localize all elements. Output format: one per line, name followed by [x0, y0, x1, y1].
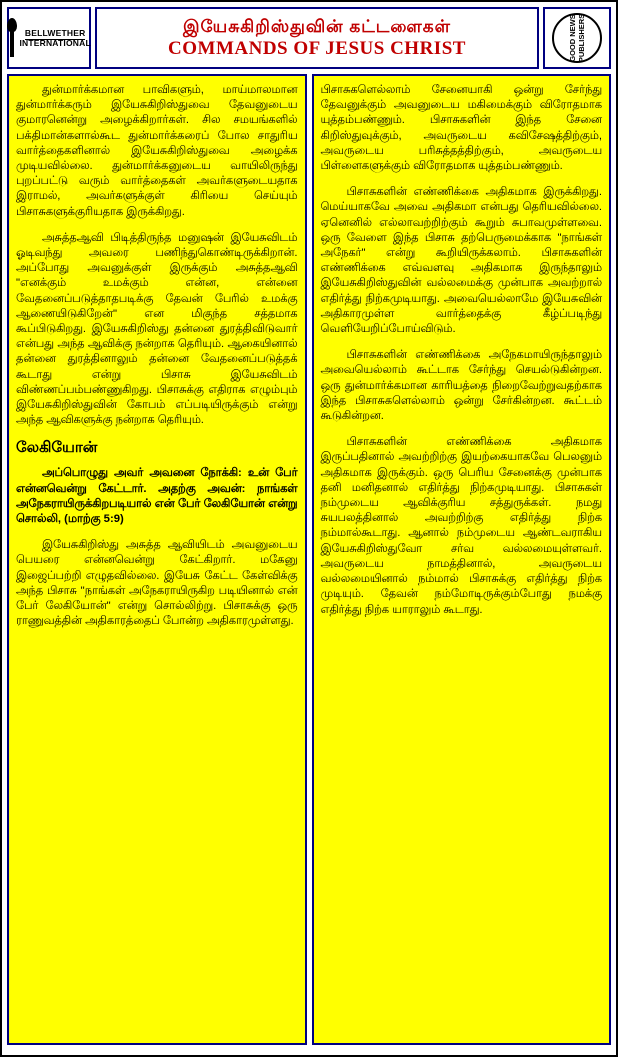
section-heading: லேகியோன் — [16, 439, 98, 457]
paragraph: அசுத்தஆவி பிடித்திருந்த மனுஷன் இயேசுவிடம் ஓடிவந்து அவரை பணிந்துகொண்டிருக்கிறான். அப்போது அவனுக்குள் இருக்கும் அசுத்தஆவி "எனக்கும் உமக்கும் என்ன, என்னை வேதனைப்படுத்தாதபடிக்கு தேவன் பேரில் உமக்கு ஆணையிடுகிறேன்" என மிகுந்த சத்தமாக கூப்பிடுகிறது. இயேசுகிறிஸ்து தன்னை துரத்திவிடுவார் என்பது அந்த ஆவிக்கு நன்றாக தெரியும். ஆகையினால் தன்னை துரத்தினாலும் தன்னை வேதனைப்படுத்தக் கூடாது என்று பிசாசு இயேசுவிடம் விண்ணப்பம்பண்ணுகிறது. பிசாசுக்கு எதிராக எழும்பும் இயேசுகிறிஸ்துவின் கோபம் எப்படியிருக்கும் என்று அந்த ஆவிகளுக்கு நன்றாக தெரியும். — [16, 231, 298, 427]
publisher-logo-line-2: PUBLISHERS — [577, 13, 586, 63]
publisher-logo — [543, 7, 611, 69]
paragraph: இயேசுகிறிஸ்து அசுத்த ஆவியிடம் அவனுடைய பெயரை என்னவென்று கேட்கிறார். மகேனு இஜைப்பற்றி எழுதவில்லை. இயேசு கேட்ட கேள்விக்கு அந்த பிசாசு "நாங்கள் அநேகராயிருகிற படியினால் என் பேர் லேகியோன்" என்று சொல்லிற்று. பிசாசுக்கு ஒரு ராணுவத்தின் அதிகாரத்தைப் போன்ற அதிகாரமுள்ளது. — [16, 539, 298, 628]
title-block — [95, 7, 539, 69]
content-columns — [7, 74, 611, 1045]
torch-icon — [4, 18, 13, 58]
paragraph: பிசாசுகளெல்லாம் சேனையாகி ஒன்று சேர்ந்து தேவனுக்கும் அவனுடைய மகிமைக்கும் விரோதமாக யுத்தம்பண்ணும். பிசாசுகளின் இந்த சேனை கிறிஸ்துவுக்கும், அவருடைய கவிசேஷத்திற்கும், அவருடைய பரிசுத்தத்திற்கும், அவருடைய பிள்ளைகளுக்கும் விரோதமாக யுத்தம்பண்ணும். — [320, 84, 602, 173]
scripture-quote: அப்பொழுது அவர் அவனை நோக்கி: உன் பேர் என்னவென்று கேட்டார். அதற்கு அவன்: நாங்கள் அநேகராயிருக்கிறபடியால் என் பேர் லேகியோன் என்று சொல்லி, (மாற்கு 5:9) — [16, 467, 298, 526]
paragraph: துன்மார்க்கமான பாவிகளும், மாய்மாலமான துன்மார்க்கரும் இயேசுகிறிஸ்துவை தேவனுடைய குமாரனென்று அழைக்கிறார்கள். சில சமயங்களில் பக்திமான்களால்கூட துன்மார்க்கரைப் போல சாதுரிய வார்த்தைகளினால் இயேசுகிறிஸ்துவை அழைக்க முடியவில்லை. துன்மார்க்கனுடைய வாயிலிருந்து புறப்பட்டு வரும் வார்த்தைகள் அவர்களுடையதாக இராமல், அவர்களுக்குள் கிரியை செய்யும் பிசாசுகளுக்குரியதாக இருக்கிறது. — [16, 84, 298, 218]
paragraph: பிசாசுகளின் எண்ணிக்கை அதிகமாக இருக்கிறது. மெய்யாகவே அவை அதிகமா என்பது தெரியவில்லை. ஏனெனில் எல்லாவற்றிற்கும் கூறும் சுபாவமுள்ளவை. ஒரு வேளை இந்த பிசாசு தற்பெருமைக்காக "நாங்கள் அநேகர்" என்று கூறியிருக்கலாம். பிசாசுகளின் எண்ணிக்கை எவ்வளவு அதிகமாக இருந்தாலும் இயேசுகிறிஸ்துவின் வல்லமைக்கு முன்பாக அவற்றால் எதிர்த்து நிற்கமுடியாது. அவையெல்லாமே இயேசுவின் அதிகாரமுள்ள வார்த்தைக்கு கீழ்ப்படிந்து வெளியேறிப்போய்விடும். — [320, 186, 602, 336]
page-title-english: COMMANDS OF JESUS CHRIST — [168, 38, 466, 59]
bellwether-logo — [7, 7, 91, 69]
column-2 — [312, 74, 612, 1045]
paragraph: பிசாசுகளின் எண்ணிக்கை அதிகமாக இருப்பதினால் அவற்றிற்கு இயற்கையாகவே பெலனும் அதிகமாக இருக்கும். ஒரு பெரிய சேனைக்கு முன்பாக தனி மனிதனால் எதிர்த்து நிற்கமுடியாது. பிசாசுகள் நம்முடைய ஆவிக்குரிய சத்துருக்கள். நமது சுயபலத்தினால் அவற்றிற்கு எதிர்த்து நிற்க நம்மால்கூடாது. ஆனால் நம்முடைய ஆண்டவராகிய இயேசுகிறிஸ்துவோ சர்வ வல்லமையுள்ளவர். அவருடைய நாமத்தினால், அவருடைய வல்லமையினால் நம்மால் பிசாசுக்கு எதிர்த்து நிற்க முடியும். தேவன் நம்மோடிருக்கும்போது நமக்கு எதிர்த்து நிற்க யாராலும் கூடாது. — [320, 436, 602, 616]
bellwether-logo-line-1: BELLWETHER — [24, 28, 86, 38]
paragraph: பிசாசுகளின் எண்ணிக்கை அநேகமாயிருந்தாலும் அவையெல்லாம் கூட்டாக சேர்ந்து செயல்டுகின்றன. ஒரு துன்மார்க்கமான காரியத்தை நிறைவேற்றுவதற்காக இந்த பிசாசுகளெல்லாம் ஒன்று சேர்கின்றன. கூட்டம் கூடுகின்றன. — [320, 349, 602, 423]
column-1 — [7, 74, 307, 1045]
bellwether-logo-line-2: INTERNATIONAL — [19, 38, 91, 48]
page-header — [7, 7, 611, 69]
publisher-logo-line-1: GOOD NEWS — [568, 14, 577, 62]
page-title-tamil: இயேசுகிறிஸ்துவின் கட்டளைகள் — [183, 17, 451, 36]
